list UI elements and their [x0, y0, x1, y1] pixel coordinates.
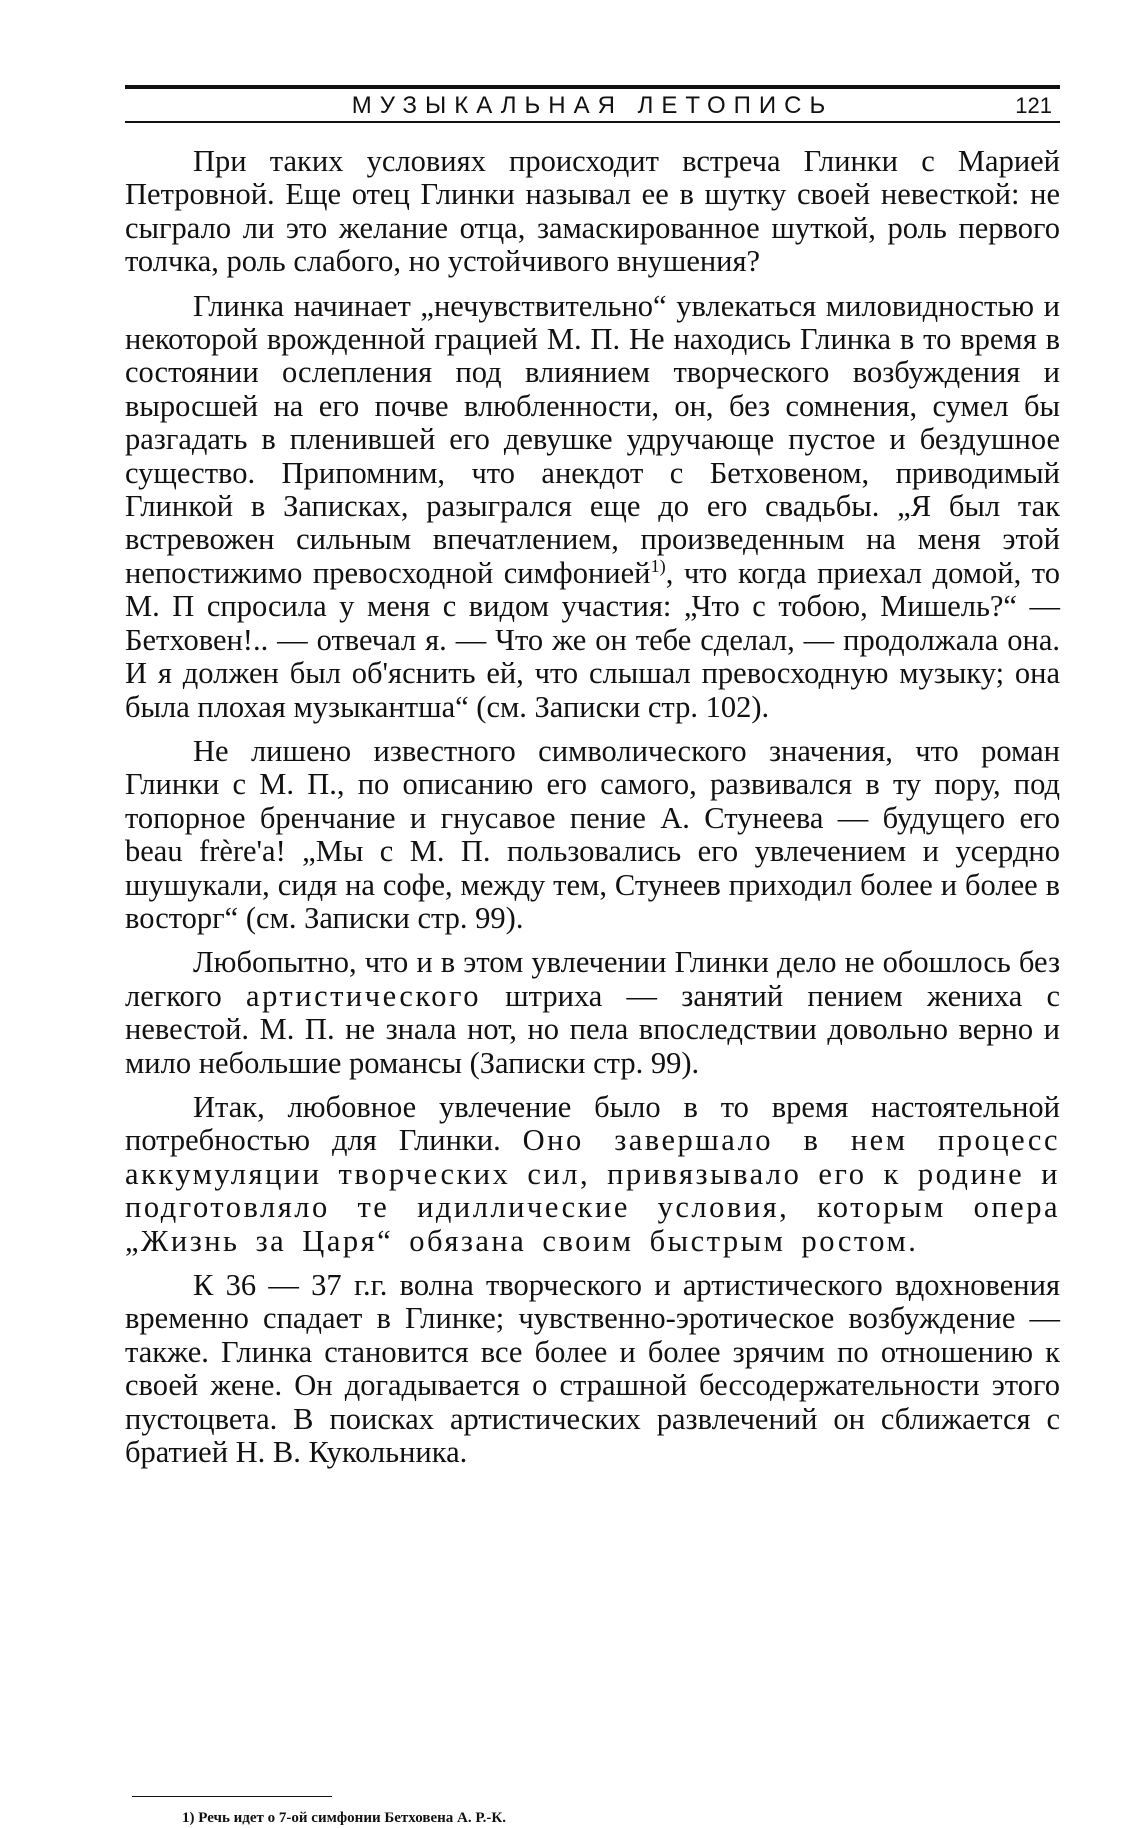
- paragraph-4-text-before: Любопытно, что и в этом увлечении Глинки дело не обошлось без легкого: [125, 945, 1060, 1013]
- paragraph-2-text-after: , что когда приехал домой, то М. П спросила у меня с видом участия: „Что с тобою, Мишель?“ — Бетховен!.. — отвечал я. — Что же он тебе сделал, — продолжала она. И я должен был об'яснить ей, что слышал превосходную музыку; она была плохая музыкантша“ (см. Записки стр. 102).: [125, 555, 1060, 724]
- paragraph-1-text: При таких условиях происходит встреча Глинки с Марией Петровной. Еще отец Глинки называл ее в шутку своей невесткой: не сыграло ли это желание отца, замаскированное шуткой, роль первого толчка, роль слабого, но устойчивого внушения?: [125, 144, 1060, 279]
- footnote-reference: 1): [650, 555, 666, 576]
- paragraph-3-text: Не лишено известного символического значения, что роман Глинки с М. П., по описанию его самого, развивался в ту пору, под топорное бренчание и гнусавое пение А. Стунеева — будущего его beau frère'a! „Мы с М. П. пользовались его увлечением и усердно шушукали, сидя на софе, между тем, Стунеев приходил более и более в восторг“ (см. Записки стр. 99).: [125, 733, 1060, 935]
- paragraph-2-text: Глинка начинает „нечувствительно“ увлекаться миловидностью и некоторой врожденной грацией М. П. Не находись Глинка в то время в состоянии ослепления под влиянием творческого возбуждения и выросшей на его почве влюбленности, он, без сомнения, сумел бы разгадать в пленившей его девушке удручающе пустое и бездушное существо. Припомним, что анекдот с Бетховеном, приводимый Глинкой в Записках, разыгрался еще до его свадьбы. „Я был так встревожен сильным впечатлением, произведенным на меня этой непостижимо превосходной симфонией: [125, 288, 1060, 590]
- header-rule-top: [125, 85, 1060, 89]
- paragraph-5: [125, 1091, 1060, 1258]
- paragraph-4-emphasis: артистического: [246, 978, 481, 1013]
- running-title: МУЗЫКАЛЬНАЯ ЛЕТОПИСЬ: [351, 92, 834, 119]
- text-body: [125, 145, 1060, 1480]
- paragraph-2: [125, 290, 1060, 724]
- paragraph-5-text-before: Итак, любовное увлечение было в то время настоятельной потребностью для Глинки.: [125, 1089, 1060, 1158]
- paragraph-6: [125, 1269, 1060, 1469]
- paragraph-6-text: К 36 — 37 г.г. волна творческого и артистического вдохновения временно спадает в Глинке; чувственно-эротическое возбуждение — также. Глинка становится все более и более зрячим по отношению к своей жене. Он догадывается о страшной бессодержательности этого пустоцвета. В поисках артистических развлечений он сближается с братией Н. В. Кукольника.: [125, 1268, 1060, 1470]
- paragraph-3: [125, 735, 1060, 935]
- footnote-rule: [132, 1796, 332, 1797]
- paragraph-4-text-after: штриха — занятий пением жениха с невестой. М. П. не знала нот, но пела впоследствии довольно верно и мило небольшие романсы (Записки стр. 99).: [125, 978, 1061, 1080]
- paragraph-4: [125, 946, 1060, 1080]
- footnote: 1) Речь идет о 7-ой симфонии Бетховена А. Р.-К.: [182, 1810, 506, 1826]
- paragraph-5-emphasis: Оно завершало в нем процесс аккумуляции творческих сил, привязывало его к родине и подготовляло те идиллические условия, которым опера „Жизнь за Царя“ обязана своим быстрым ростом.: [125, 1123, 1060, 1258]
- running-head: [125, 92, 1060, 120]
- header-rule-bottom: [125, 121, 1060, 123]
- paragraph-1: [125, 145, 1060, 279]
- page-number: 121: [1015, 93, 1052, 118]
